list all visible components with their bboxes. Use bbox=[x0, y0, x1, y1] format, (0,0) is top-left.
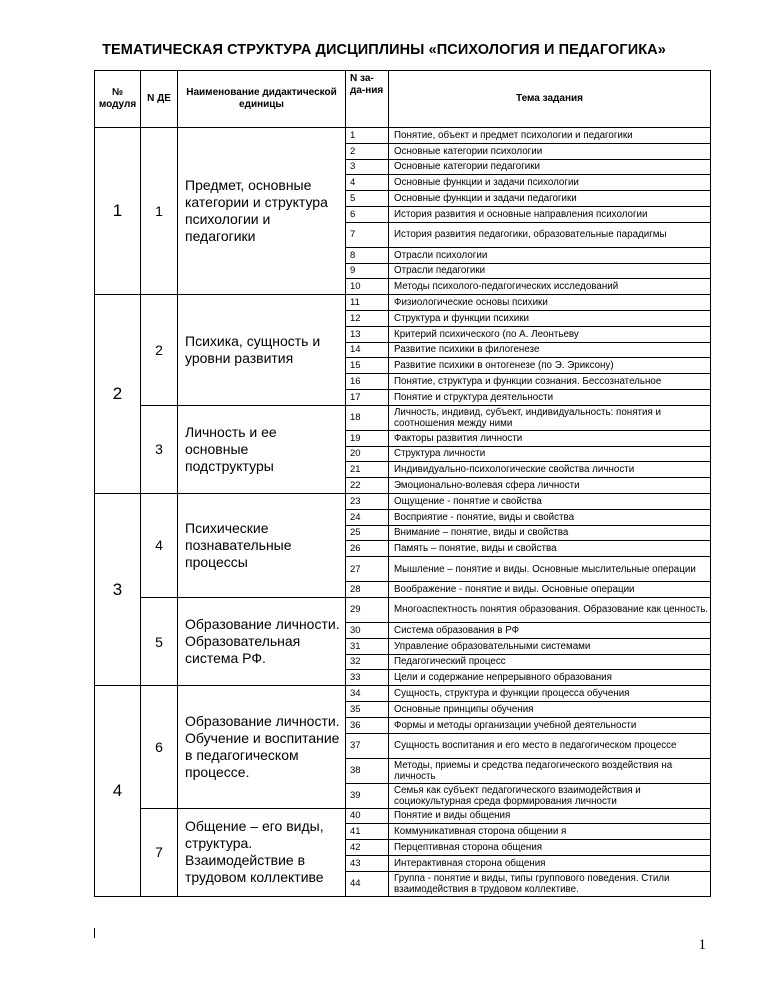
task-topic: Восприятие - понятие, виды и свойства bbox=[389, 509, 711, 525]
document-title: ТЕМАТИЧЕСКАЯ СТРУКТУРА ДИСЦИПЛИНЫ «ПСИХОЛОГИЯ И ПЕДАГОГИКА» bbox=[102, 42, 666, 58]
task-number: 28 bbox=[346, 582, 389, 598]
task-topic: Формы и методы организации учебной деятельности bbox=[389, 717, 711, 733]
task-number: 23 bbox=[346, 493, 389, 509]
task-topic: Система образования в РФ bbox=[389, 622, 711, 638]
task-topic: Понятие и виды общения bbox=[389, 808, 711, 824]
task-number: 25 bbox=[346, 525, 389, 541]
task-topic: Мышление – понятие и виды. Основные мыслительные операции bbox=[389, 557, 711, 582]
task-number: 13 bbox=[346, 326, 389, 342]
task-topic: Методы психолого-педагогических исследований bbox=[389, 279, 711, 295]
table-row bbox=[95, 128, 711, 144]
de-number: 1 bbox=[141, 128, 178, 295]
header-unit: Наименование дидактической единицы bbox=[178, 71, 346, 128]
task-topic: История развития педагогики, образовательные парадигмы bbox=[389, 222, 711, 247]
task-topic: Отрасли педагогики bbox=[389, 263, 711, 279]
de-number: 4 bbox=[141, 493, 178, 597]
task-topic: Семья как субъект педагогического взаимодействия и социокультурная среда формирования личности bbox=[389, 783, 711, 808]
task-topic: Многоаспектность понятия образования. Образование как ценность. bbox=[389, 597, 711, 622]
de-number: 7 bbox=[141, 808, 178, 896]
task-number: 14 bbox=[346, 342, 389, 358]
didactic-unit-name: Психические познавательные процессы bbox=[178, 493, 346, 597]
task-number: 40 bbox=[346, 808, 389, 824]
task-number: 26 bbox=[346, 541, 389, 557]
task-number: 10 bbox=[346, 279, 389, 295]
task-topic: Основные категории педагогики bbox=[389, 159, 711, 175]
task-topic: История развития и основные направления психологии bbox=[389, 206, 711, 222]
header-row bbox=[95, 71, 711, 128]
task-topic: Педагогический процесс bbox=[389, 654, 711, 670]
task-topic: Личность, индивид, субъект, индивидуальность: понятия и соотношения между ними bbox=[389, 405, 711, 430]
task-number: 32 bbox=[346, 654, 389, 670]
module-number: 3 bbox=[95, 493, 141, 685]
task-number: 24 bbox=[346, 509, 389, 525]
task-number: 7 bbox=[346, 222, 389, 247]
task-topic: Сущность, структура и функции процесса обучения bbox=[389, 686, 711, 702]
task-number: 41 bbox=[346, 824, 389, 840]
task-number: 35 bbox=[346, 701, 389, 717]
thematic-structure-table bbox=[94, 70, 711, 897]
task-topic: Развитие психики в филогенезе bbox=[389, 342, 711, 358]
module-number: 4 bbox=[95, 686, 141, 897]
task-topic: Воображение - понятие и виды. Основные операции bbox=[389, 582, 711, 598]
didactic-unit-name: Психика, сущность и уровни развития bbox=[178, 295, 346, 406]
header-task-number: N за-да-ния bbox=[346, 71, 389, 128]
task-topic: Группа - понятие и виды, типы группового поведения. Стили взаимодействия в трудовом коллективе. bbox=[389, 871, 711, 896]
task-number: 33 bbox=[346, 670, 389, 686]
task-topic: Факторы развития личности bbox=[389, 430, 711, 446]
task-number: 38 bbox=[346, 758, 389, 783]
didactic-unit-name: Предмет, основные категории и структура психологии и педагогики bbox=[178, 128, 346, 295]
task-topic: Развитие психики в онтогенезе (по Э. Эриксону) bbox=[389, 358, 711, 374]
task-topic: Понятие и структура деятельности bbox=[389, 389, 711, 405]
task-topic: Индивидуально-психологические свойства личности bbox=[389, 462, 711, 478]
task-number: 9 bbox=[346, 263, 389, 279]
header-de: N ДЕ bbox=[141, 71, 178, 128]
task-topic: Основные функции и задачи педагогики bbox=[389, 191, 711, 207]
task-topic: Эмоционально-волевая сфера личности bbox=[389, 478, 711, 494]
task-number: 34 bbox=[346, 686, 389, 702]
task-topic: Сущность воспитания и его место в педагогическом процессе bbox=[389, 733, 711, 758]
task-number: 22 bbox=[346, 478, 389, 494]
task-number: 21 bbox=[346, 462, 389, 478]
header-module: № модуля bbox=[95, 71, 141, 128]
task-topic: Ощущение - понятие и свойства bbox=[389, 493, 711, 509]
task-number: 8 bbox=[346, 247, 389, 263]
task-topic: Понятие, структура и функции сознания. Бессознательное bbox=[389, 374, 711, 390]
task-number: 4 bbox=[346, 175, 389, 191]
table-row bbox=[95, 808, 711, 824]
module-number: 2 bbox=[95, 295, 141, 494]
task-topic: Интерактивная сторона общения bbox=[389, 855, 711, 871]
table-row bbox=[95, 493, 711, 509]
task-topic: Цели и содержание непрерывного образования bbox=[389, 670, 711, 686]
page-number: 1 bbox=[698, 937, 706, 953]
task-topic: Методы, приемы и средства педагогического воздействия на личность bbox=[389, 758, 711, 783]
task-number: 27 bbox=[346, 557, 389, 582]
table-row bbox=[95, 597, 711, 622]
task-number: 44 bbox=[346, 871, 389, 896]
module-number: 1 bbox=[95, 128, 141, 295]
task-topic: Основные принципы обучения bbox=[389, 701, 711, 717]
task-topic: Физиологические основы психики bbox=[389, 295, 711, 311]
task-topic: Основные категории психологии bbox=[389, 143, 711, 159]
task-number: 37 bbox=[346, 733, 389, 758]
de-number: 3 bbox=[141, 405, 178, 493]
task-topic: Отрасли психологии bbox=[389, 247, 711, 263]
task-number: 3 bbox=[346, 159, 389, 175]
de-number: 5 bbox=[141, 597, 178, 685]
task-number: 11 bbox=[346, 295, 389, 311]
task-number: 36 bbox=[346, 717, 389, 733]
task-number: 29 bbox=[346, 597, 389, 622]
task-number: 17 bbox=[346, 389, 389, 405]
task-number: 31 bbox=[346, 638, 389, 654]
task-number: 12 bbox=[346, 310, 389, 326]
task-topic: Управление образовательными системами bbox=[389, 638, 711, 654]
task-number: 5 bbox=[346, 191, 389, 207]
de-number: 2 bbox=[141, 295, 178, 406]
table-row bbox=[95, 405, 711, 430]
task-number: 16 bbox=[346, 374, 389, 390]
didactic-unit-name: Образование личности. Обучение и воспитание в педагогическом процессе. bbox=[178, 686, 346, 808]
task-number: 42 bbox=[346, 840, 389, 856]
task-topic: Перцептивная сторона общения bbox=[389, 840, 711, 856]
task-topic: Понятие, объект и предмет психологии и педагогики bbox=[389, 128, 711, 144]
task-topic: Коммуникативная сторона общении я bbox=[389, 824, 711, 840]
task-number: 39 bbox=[346, 783, 389, 808]
task-number: 1 bbox=[346, 128, 389, 144]
task-number: 20 bbox=[346, 446, 389, 462]
didactic-unit-name: Личность и ее основные подструктуры bbox=[178, 405, 346, 493]
task-number: 19 bbox=[346, 430, 389, 446]
task-topic: Внимание – понятие, виды и свойства bbox=[389, 525, 711, 541]
header-topic: Тема задания bbox=[389, 71, 711, 128]
didactic-unit-name: Общение – его виды, структура. Взаимодействие в трудовом коллективе bbox=[178, 808, 346, 896]
table-row bbox=[95, 295, 711, 311]
task-number: 15 bbox=[346, 358, 389, 374]
task-number: 30 bbox=[346, 622, 389, 638]
task-topic: Структура и функции психики bbox=[389, 310, 711, 326]
table-continuation-rule bbox=[94, 928, 95, 938]
task-number: 18 bbox=[346, 405, 389, 430]
task-topic: Основные функции и задачи психологии bbox=[389, 175, 711, 191]
task-number: 2 bbox=[346, 143, 389, 159]
task-topic: Структура личности bbox=[389, 446, 711, 462]
table-row bbox=[95, 686, 711, 702]
didactic-unit-name: Образование личности. Образовательная система РФ. bbox=[178, 597, 346, 685]
task-number: 43 bbox=[346, 855, 389, 871]
task-number: 6 bbox=[346, 206, 389, 222]
de-number: 6 bbox=[141, 686, 178, 808]
task-topic: Критерий психического (по А. Леонтьеву bbox=[389, 326, 711, 342]
task-topic: Память – понятие, виды и свойства bbox=[389, 541, 711, 557]
